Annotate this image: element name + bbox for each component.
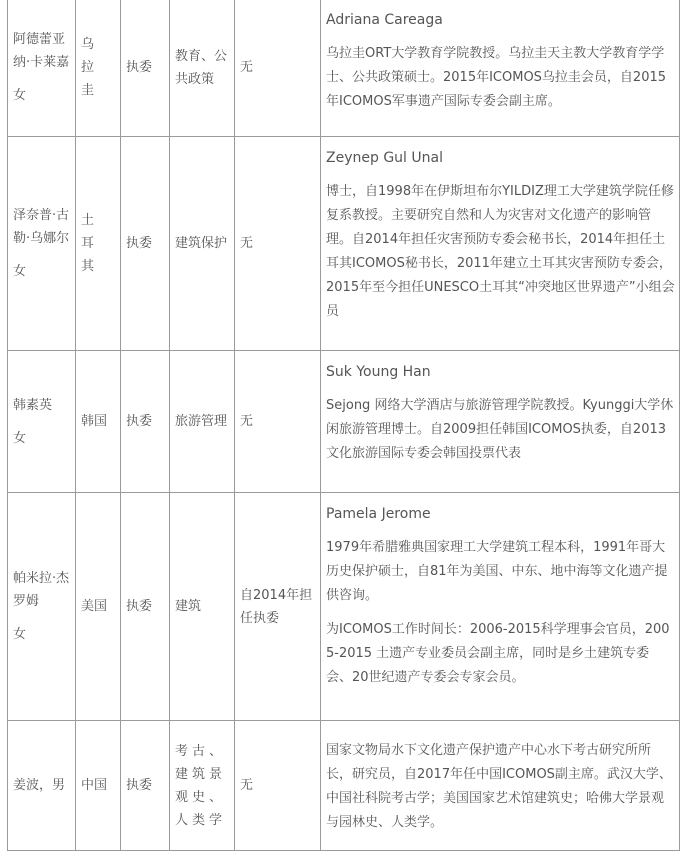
bio-cell <box>321 351 680 493</box>
field-cell <box>170 493 235 721</box>
member-country: 韩国 <box>81 414 108 429</box>
role-cell <box>121 0 170 137</box>
other-cell <box>235 493 321 721</box>
member-name-cell <box>8 351 76 493</box>
member-name-cell <box>8 721 76 851</box>
member-name: 阿德蕾亚纳·卡莱嘉 <box>13 32 70 70</box>
member-gender: 女 <box>13 88 27 103</box>
member-other: 自2014年担任执委 <box>240 587 313 626</box>
country-cell <box>76 493 121 721</box>
members-table <box>7 0 680 851</box>
member-name: 姜波，男 <box>13 778 66 793</box>
bio-cell <box>321 0 680 137</box>
other-cell <box>235 721 321 851</box>
role-cell <box>121 351 170 493</box>
bio-cell <box>321 137 680 351</box>
member-name-cell <box>8 137 76 351</box>
table-row <box>8 351 680 493</box>
member-bio: 1979年希腊雅典国家理工大学建筑工程本科，1991年哥大历史保护硕士，自81年为美国、中东、地中海等文化遗产提供咨询。 <box>326 540 668 603</box>
member-country: 美国 <box>81 599 108 614</box>
member-english-name: Zeynep Gul Unal <box>326 150 443 166</box>
member-english-name: Adriana Careaga <box>326 12 443 28</box>
member-role: 执委 <box>126 236 153 251</box>
role-cell <box>121 721 170 851</box>
member-english-name: Pamela Jerome <box>326 506 431 522</box>
member-role: 执委 <box>126 60 153 75</box>
member-gender: 女 <box>13 264 27 279</box>
member-field: 考古、建筑景观史、人类学 <box>175 743 227 828</box>
member-name: 韩素英 <box>13 397 53 413</box>
other-cell <box>235 351 321 493</box>
member-gender: 女 <box>13 627 27 642</box>
other-cell <box>235 0 321 137</box>
member-bio: 国家文物局水下文化遗产保护遗产中心水下考古研究所所长，研究员，自2017年任中国ICOMOS副主席。武汉大学、中国社科院考古学；美国国家艺术馆建筑史；哈佛大学景观与园林史、人类学。 <box>326 743 672 830</box>
member-field: 教育、公共政策 <box>175 48 228 87</box>
member-gender: 女 <box>13 430 27 446</box>
other-cell <box>235 137 321 351</box>
member-name-cell <box>8 493 76 721</box>
role-cell <box>121 493 170 721</box>
field-cell <box>170 0 235 137</box>
member-field: 旅游管理 <box>175 414 228 429</box>
member-country: 土耳其 <box>81 213 103 274</box>
member-name-cell <box>8 0 76 137</box>
member-bio: 乌拉圭ORT大学教育学院教授。乌拉圭天主教大学教育学学士、公共政策硕士。2015年ICOMOS乌拉圭会员，自2015年ICOMOS军事遗产国际专委会副主席。 <box>326 46 667 109</box>
table-row <box>8 0 680 137</box>
member-name: 帕米拉·杰罗姆 <box>13 571 70 609</box>
member-other: 无 <box>240 778 254 793</box>
member-other: 无 <box>240 414 254 429</box>
role-cell <box>121 137 170 351</box>
table-row <box>8 137 680 351</box>
field-cell <box>170 721 235 851</box>
bio-cell <box>321 493 680 721</box>
member-other: 无 <box>240 236 254 251</box>
member-role: 执委 <box>126 778 153 793</box>
member-other: 无 <box>240 60 254 75</box>
table-row <box>8 721 680 851</box>
member-country: 乌拉圭 <box>81 37 103 98</box>
member-bio: 为ICOMOS工作时间长：2006-2015科学理事会官员，2005-2015 土遗产专业委员会副主席，同时是乡土建筑专委会、20世纪遗产专委会专家会员。 <box>326 622 670 685</box>
member-field: 建筑保护 <box>175 236 228 251</box>
member-role: 执委 <box>126 414 153 429</box>
country-cell <box>76 721 121 851</box>
member-bio: 博士，自1998年在伊斯坦布尔YILDIZ理工大学建筑学院任修复系教授。主要研究自然和人为灾害对文化遗产的影响管理。自2014年担任灾害预防专委会秘书长，2014年担任土耳其ICOMOS秘书长，2011年建立土耳其灾害预防专委会，2015年至今担任UNESCO土耳其“冲突地区世界遗产”小组会员 <box>326 184 675 319</box>
member-country: 中国 <box>81 778 108 793</box>
member-name: 泽奈普·古勒·乌娜尔 <box>13 208 70 246</box>
member-field: 建筑 <box>175 599 202 614</box>
table-row <box>8 493 680 721</box>
field-cell <box>170 137 235 351</box>
country-cell <box>76 137 121 351</box>
field-cell <box>170 351 235 493</box>
bio-cell <box>321 721 680 851</box>
country-cell <box>76 351 121 493</box>
country-cell <box>76 0 121 137</box>
member-english-name: Suk Young Han <box>326 364 431 380</box>
member-bio: Sejong 网络大学酒店与旅游管理学院教授。Kyunggi大学休闲旅游管理博士。自2009担任韩国ICOMOS执委，自2013文化旅游国际专委会韩国投票代表 <box>326 398 674 461</box>
member-role: 执委 <box>126 599 153 614</box>
